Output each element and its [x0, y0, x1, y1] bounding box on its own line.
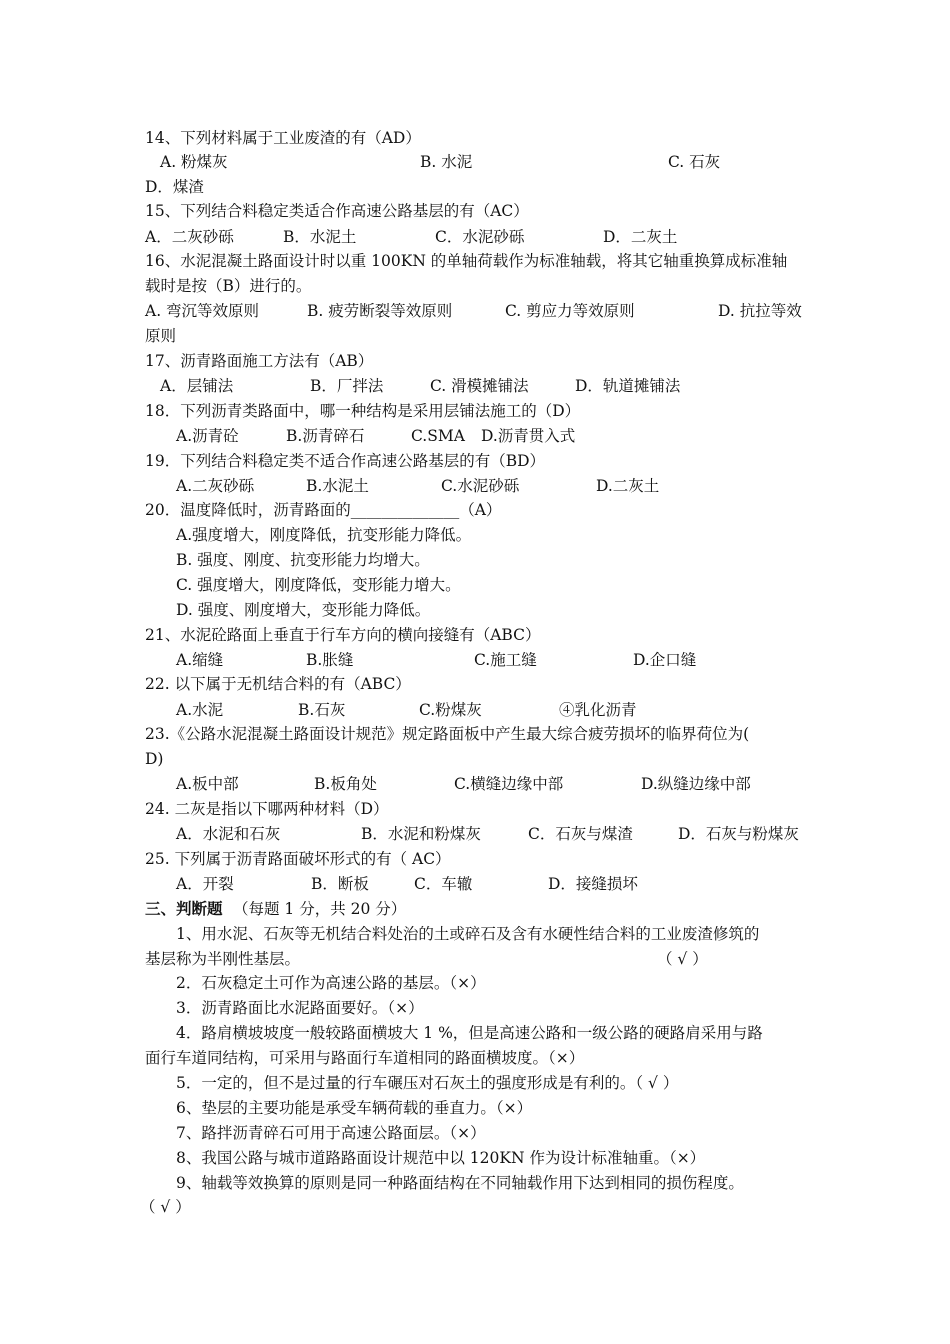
text-line-37-part-0: 面行车道同结构，可采用与路面行车道相同的路面横坡度。（×） — [145, 1049, 585, 1067]
text-line-33-part-1: （ √ ） — [657, 950, 708, 968]
text-line-26-part-0: A.板中部 — [176, 775, 239, 793]
text-line-9-part-0: 17、沥青路面施工方法有（AB） — [145, 352, 374, 370]
text-line-31-part-1: （每题 1 分，共 20 分） — [233, 900, 407, 918]
text-line-18-part-0: C. 强度增大，刚度降低，变形能力增大。 — [176, 576, 461, 594]
text-line-32-part-0: 1、用水泥、石灰等无机结合料处治的土或碎石及含有水硬性结合料的工业废渣修筑的 — [176, 925, 760, 943]
text-line-36-part-0: 4．路肩横坡坡度一般较路面横坡大 1 %，但是高速公路和一级公路的硬路肩采用与路 — [176, 1024, 763, 1042]
text-line-40-part-0: 7、路拌沥青碎石可用于高速公路面层。（×） — [176, 1124, 486, 1142]
text-line-24-part-0: 23.《公路水泥混凝土路面设计规范》规定路面板中产生最大综合疲劳损坏的临界荷位为( — [145, 725, 750, 743]
text-line-4-part-2: C．水泥砂砾 — [435, 228, 525, 246]
text-line-7-part-0: A. 弯沉等效原则 — [145, 302, 260, 320]
text-line-14-part-0: A.二灰砂砾 — [176, 477, 255, 495]
text-line-17-part-0: B. 强度、刚度、抗变形能力均增大。 — [176, 551, 430, 569]
text-line-4-part-3: D．二灰土 — [603, 228, 678, 246]
text-line-34-part-0: 2．石灰稳定土可作为高速公路的基层。（×） — [176, 974, 486, 992]
text-line-30-part-3: D．接缝损坏 — [548, 875, 638, 893]
text-line-21-part-0: A.缩缝 — [176, 651, 224, 669]
text-line-31-part-0: 三、判断题 — [145, 899, 223, 918]
text-line-10-part-1: B．厂拌法 — [310, 377, 384, 395]
text-line-23-part-3: ④乳化沥青 — [559, 701, 637, 719]
text-line-13-part-0: 19．下列结合料稳定类不适合作高速公路基层的有（BD） — [145, 452, 546, 470]
text-line-10-part-0: A．层铺法 — [160, 377, 234, 395]
text-line-22-part-0: 22. 以下属于无机结合料的有（ABC） — [145, 675, 411, 693]
text-line-19-part-0: D. 强度、刚度增大，变形能力降低。 — [176, 601, 431, 619]
text-line-25-part-0: D) — [145, 750, 164, 768]
text-line-1-part-1: B. 水泥 — [420, 153, 473, 171]
text-line-5-part-0: 16、水泥混凝土路面设计时以重 100KN 的单轴荷载作为标准轴载，将其它轴重换算成标准轴 — [145, 252, 788, 270]
text-line-30-part-1: B．断板 — [311, 875, 369, 893]
text-line-21-part-3: D.企口缝 — [633, 651, 697, 669]
text-line-15-part-0: 20．温度降低时，沥青路面的______________（A） — [145, 501, 502, 519]
text-line-10-part-2: C. 滑模摊铺法 — [430, 377, 529, 395]
text-line-1-part-2: C. 石灰 — [668, 153, 721, 171]
text-line-16-part-0: A.强度增大，刚度降低，抗变形能力降低。 — [176, 526, 472, 544]
text-line-0-part-0: 14、下列材料属于工业废渣的有（AD） — [145, 129, 421, 147]
text-line-42-part-0: 9、轴载等效换算的原则是同一种路面结构在不同轴载作用下达到相同的损伤程度。 — [176, 1174, 744, 1192]
text-line-1-part-0: A. 粉煤灰 — [160, 153, 228, 171]
text-line-43-part-0: （ √ ） — [140, 1198, 191, 1216]
text-line-30-part-0: A．开裂 — [176, 875, 234, 893]
text-line-20-part-0: 21、水泥砼路面上垂直于行车方向的横向接缝有（ABC） — [145, 626, 541, 644]
text-line-23-part-1: B.石灰 — [298, 701, 346, 719]
text-line-39-part-0: 6、垫层的主要功能是承受车辆荷载的垂直力。（×） — [176, 1099, 533, 1117]
text-line-12-part-1: B.沥青碎石 — [286, 427, 365, 445]
text-line-12-part-2: C.SMA — [411, 427, 465, 445]
text-line-11-part-0: 18．下列沥青类路面中，哪一种结构是采用层铺法施工的（D） — [145, 402, 581, 420]
text-line-7-part-1: B. 疲劳断裂等效原则 — [307, 302, 453, 320]
text-line-6-part-0: 载时是按（B）进行的。 — [145, 277, 312, 295]
text-line-35-part-0: 3．沥青路面比水泥路面要好。（×） — [176, 999, 424, 1017]
text-line-21-part-1: B.胀缝 — [306, 651, 354, 669]
text-line-26-part-2: C.横缝边缘中部 — [454, 775, 564, 793]
text-line-23-part-0: A.水泥 — [176, 701, 224, 719]
text-line-27-part-0: 24. 二灰是指以下哪两种材料（D） — [145, 800, 389, 818]
text-line-21-part-2: C.施工缝 — [474, 651, 537, 669]
text-line-12-part-0: A.沥青砼 — [176, 427, 239, 445]
text-line-28-part-3: D．石灰与粉煤灰 — [678, 825, 799, 843]
text-line-23-part-2: C.粉煤灰 — [419, 701, 482, 719]
text-line-7-part-2: C. 剪应力等效原则 — [505, 302, 635, 320]
text-line-4-part-1: B．水泥土 — [283, 228, 357, 246]
text-line-4-part-0: A．二灰砂砾 — [145, 228, 234, 246]
text-line-14-part-3: D.二灰土 — [596, 477, 660, 495]
text-line-28-part-1: B．水泥和粉煤灰 — [361, 825, 481, 843]
text-line-12-part-3: D.沥青贯入式 — [481, 427, 576, 445]
text-line-14-part-2: C.水泥砂砾 — [441, 477, 520, 495]
text-line-28-part-2: C．石灰与煤渣 — [528, 825, 633, 843]
text-line-3-part-0: 15、下列结合料稳定类适合作高速公路基层的有（AC） — [145, 202, 529, 220]
text-line-38-part-0: 5．一定的，但不是过量的行车碾压对石灰土的强度形成是有利的。（ √ ） — [176, 1074, 679, 1092]
text-line-29-part-0: 25. 下列属于沥青路面破坏形式的有（ AC） — [145, 850, 451, 868]
text-line-33-part-0: 基层称为半刚性基层。 — [145, 950, 301, 968]
text-line-7-part-3: D. 抗拉等效 — [718, 302, 802, 320]
text-line-8-part-0: 原则 — [145, 327, 177, 345]
text-line-26-part-1: B.板角处 — [314, 775, 377, 793]
text-line-2-part-0: D．煤渣 — [145, 178, 204, 196]
text-line-14-part-1: B.水泥土 — [306, 477, 369, 495]
text-line-41-part-0: 8、我国公路与城市道路路面设计规范中以 120KN 作为设计标准轴重。（×） — [176, 1149, 706, 1167]
text-line-26-part-3: D.纵缝边缘中部 — [641, 775, 751, 793]
text-line-28-part-0: A．水泥和石灰 — [176, 825, 281, 843]
text-line-30-part-2: C．车辙 — [414, 875, 473, 893]
text-line-10-part-3: D．轨道摊铺法 — [575, 377, 681, 395]
